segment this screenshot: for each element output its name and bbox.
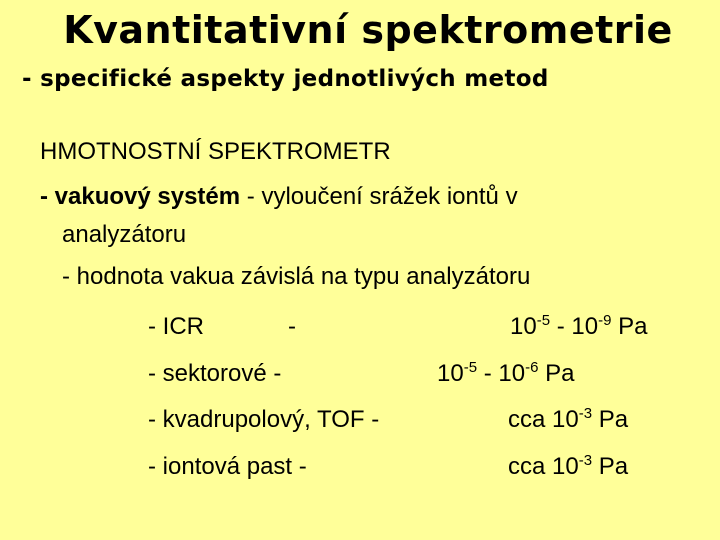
intro-continuation: analyzátoru [62, 221, 187, 248]
value-exponent: -5 [463, 359, 478, 376]
value-unit: Pa [592, 453, 629, 480]
value-prefix: cca [508, 406, 553, 433]
value-exponent: -3 [578, 452, 593, 469]
value-exponent: -3 [578, 405, 593, 422]
intro-bold-text: - vakuový systém [40, 183, 241, 210]
analyzer-value-icr [510, 312, 647, 342]
intro-line [40, 182, 518, 212]
value-prefix: cca [508, 453, 553, 480]
value-unit: Pa [538, 360, 575, 387]
analyzer-value-quadrupole [508, 405, 628, 435]
analyzer-value-sector [437, 359, 574, 389]
value-base: 10 [498, 360, 526, 387]
value-separator: - [477, 360, 499, 387]
slide-subtitle: - specifické aspekty jednotlivých metod [22, 66, 549, 92]
value-base: 10 [437, 360, 464, 387]
value-unit: Pa [611, 313, 648, 340]
value-exponent: -9 [598, 312, 612, 329]
analyzer-label-ion-trap: - iontová past - [148, 453, 307, 480]
analyzer-value-ion-trap [508, 452, 628, 482]
vacuum-note: - hodnota vakua závislá na typu analyzátoru [62, 263, 531, 290]
intro-rest-text: - vyloučení srážek iontů v [240, 183, 518, 210]
value-base: 10 [552, 453, 579, 480]
value-unit: Pa [592, 406, 629, 433]
value-base: 10 [571, 313, 599, 340]
slide-title: Kvantitativní spektrometrie [63, 8, 673, 52]
analyzer-dash-icr: - [288, 313, 296, 340]
value-base: 10 [552, 406, 579, 433]
value-separator: - [550, 313, 572, 340]
value-base: 10 [510, 313, 537, 340]
analyzer-label-sector: - sektorové - [148, 360, 282, 387]
section-heading: HMOTNOSTNÍ SPEKTROMETR [40, 138, 391, 165]
value-exponent: -5 [536, 312, 551, 329]
value-exponent: -6 [525, 359, 539, 376]
analyzer-label-quadrupole: - kvadrupolový, TOF - [148, 406, 380, 433]
analyzer-label-icr: - ICR [148, 313, 204, 340]
